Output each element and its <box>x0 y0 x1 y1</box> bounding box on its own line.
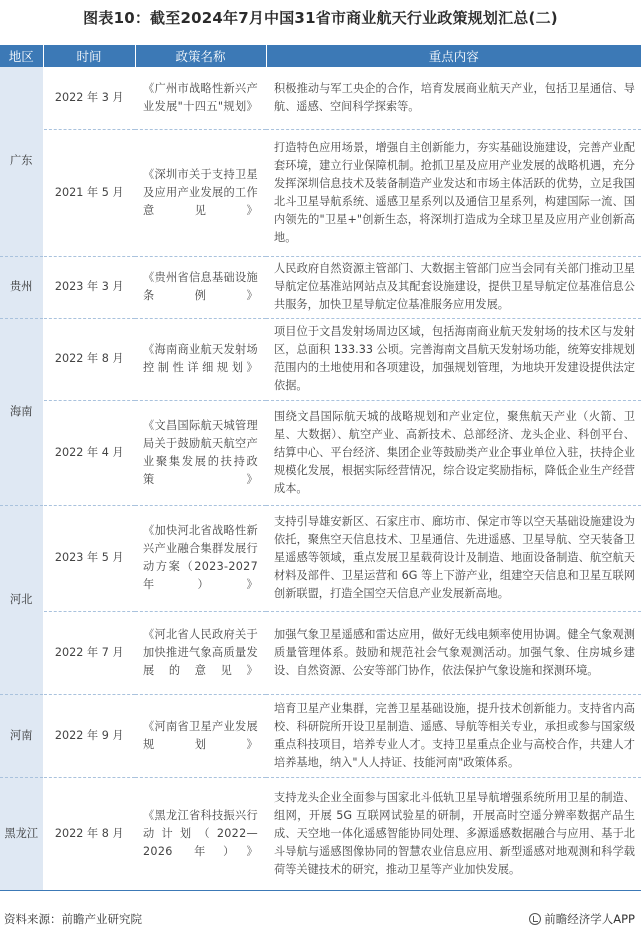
policy-name-cell: 《深圳市关于支持卫星及应用产业发展的工作意见》 <box>135 129 266 256</box>
time-cell: 2021 年 5 月 <box>43 129 135 256</box>
table-row <box>0 67 641 129</box>
policy-name-cell: 《海南商业航天发射场控制性详细规划》 <box>135 318 266 400</box>
policy-name-cell: 《文昌国际航天城管理局关于鼓励航天航空产业聚集发展的扶持政策》 <box>135 400 266 505</box>
region-cell: 黑龙江 <box>0 777 43 890</box>
region-cell: 广东 <box>0 67 43 256</box>
table-row <box>0 694 641 777</box>
content-cell: 围绕文昌国际航天城的战略规划和产业定位，聚焦航天产业（火箭、卫星、大数据）、航空产业、高新技术、总部经济、龙头企业、科创平台、结算中心、平台经济、集团企业等鼓励类产业企事业单位入驻，扶持企业规模化发展，根据实际经营情况，综合设定奖励指标，降低企业生产经营成本。 <box>266 400 641 505</box>
content-cell: 积极推动与军工央企的合作，培育发展商业航天产业，包括卫星通信、导航、遥感、空间科学探索等。 <box>266 67 641 129</box>
table-row <box>0 505 641 611</box>
content-cell: 项目位于文昌发射场周边区域，包括海南商业航天发射场的技术区与发射区，总面积 133.33 公顷。完善海南文昌航天发射场功能，统筹安排规划范围内的土地使用和各项建设，加强规划管理，为地块开发建设提供法定依据。 <box>266 318 641 400</box>
header-region: 地区 <box>0 45 43 67</box>
brand-label: 前瞻经济学人APP <box>544 912 635 926</box>
content-cell: 加强气象卫星遥感和雷达应用，做好无线电频率使用协调。健全气象观测质量管理体系。鼓励和规范社会气象观测活动。加强气象、住房城乡建设、自然资源、公安等部门协作，依法保护气象设施和探测环境。 <box>266 611 641 694</box>
region-cell: 海南 <box>0 318 43 505</box>
region-cell: 贵州 <box>0 256 43 318</box>
time-cell: 2023 年 3 月 <box>43 256 135 318</box>
chart-title: 图表10：截至2024年7月中国31省市商业航天行业政策规划汇总(二) <box>83 9 558 27</box>
policy-name-cell: 《广州市战略性新兴产业发展"十四五"规划》 <box>135 67 266 129</box>
time-cell: 2022 年 3 月 <box>43 67 135 129</box>
time-cell: 2022 年 8 月 <box>43 777 135 890</box>
content-cell: 支持引导雄安新区、石家庄市、廊坊市、保定市等以空天基础设施建设为依托，聚焦空天信息技术、卫星通信、先进遥感、卫星导航、空天装备卫星遥感等领域，重点发展卫星载荷设计及制造、地面设备制造、航空航天材料及部件、卫星运营和 6G 等上下游产业，组建空天信息和卫星互联网创新联盟，打造全国空天信息产业发展新高地。 <box>266 505 641 611</box>
brand-credit <box>529 911 635 927</box>
policy-name-cell: 《贵州省信息基础设施条例》 <box>135 256 266 318</box>
source-note: 资料来源：前瞻产业研究院 <box>4 912 142 926</box>
policy-name-cell: 《河北省人民政府关于加快推进气象高质量发展的意见》 <box>135 611 266 694</box>
time-cell: 2022 年 9 月 <box>43 694 135 777</box>
table-row <box>0 318 641 400</box>
region-cell: 河南 <box>0 694 43 777</box>
table-row <box>0 400 641 505</box>
time-cell: 2023 年 5 月 <box>43 505 135 611</box>
header-key-content: 重点内容 <box>266 45 641 67</box>
content-cell: 打造特色应用场景，增强自主创新能力，夯实基础设施建设，完善产业配套环境，建立行业保障机制。抢抓卫星及应用产业发展的战略机遇，充分发挥深圳信息技术及装备制造产业发达和市场主体活跃的优势，立足我国北斗卫星导航系统、遥感卫星系列以及通信卫星系列，构建国际一流、国内领先的"卫星+"创新生态，将深圳打造成为全球卫星及应用产业创新高地。 <box>266 129 641 256</box>
policy-name-cell: 《河南省卫星产业发展规划》 <box>135 694 266 777</box>
policy-name-cell: 《黑龙江省科技振兴行动计划（2022—2026 年）》 <box>135 777 266 890</box>
header-time: 时间 <box>43 45 135 67</box>
policy-table <box>0 45 641 891</box>
time-cell: 2022 年 8 月 <box>43 318 135 400</box>
content-cell: 培育卫星产业集群，完善卫星基础设施，提升技术创新能力。支持省内高校、科研院所开设卫星制造、遥感、导航等相关专业，承担或参与国家级重点科技项目，培养专业人才。支持卫星重点企业与高校合作，共建人才培养基地，纳入"人人持证、技能河南"政策体系。 <box>266 694 641 777</box>
content-cell: 人民政府自然资源主管部门、大数据主管部门应当会同有关部门推动卫星导航定位基准站网站点及其配套设施建设，提供卫星导航定位基准信息公共服务，加快卫星导航定位基准服务应用发展。 <box>266 256 641 318</box>
time-cell: 2022 年 7 月 <box>43 611 135 694</box>
table-row <box>0 256 641 318</box>
table-header-row <box>0 45 641 67</box>
time-cell: 2022 年 4 月 <box>43 400 135 505</box>
content-cell: 支持龙头企业全面参与国家北斗低轨卫星导航增强系统所用卫星的制造、组网，开展 5G 互联网试验星的研制，开展高时空遥分辨率数据产品生成、天空地一体化遥感智能协同处理、多源遥感数据融合与应用、基于北斗导航与遥感图像协同的智慧农业信息应用、新型遥感对地观测和科学载荷等关键技术的研究，推动卫星等产业加快发展。 <box>266 777 641 890</box>
table-row <box>0 129 641 256</box>
brand-logo-icon <box>529 913 541 925</box>
region-cell: 河北 <box>0 505 43 694</box>
table-row <box>0 611 641 694</box>
table-row <box>0 777 641 890</box>
header-policy-name: 政策名称 <box>135 45 266 67</box>
policy-name-cell: 《加快河北省战略性新兴产业融合集群发展行动方案（2023-2027 年）》 <box>135 505 266 611</box>
